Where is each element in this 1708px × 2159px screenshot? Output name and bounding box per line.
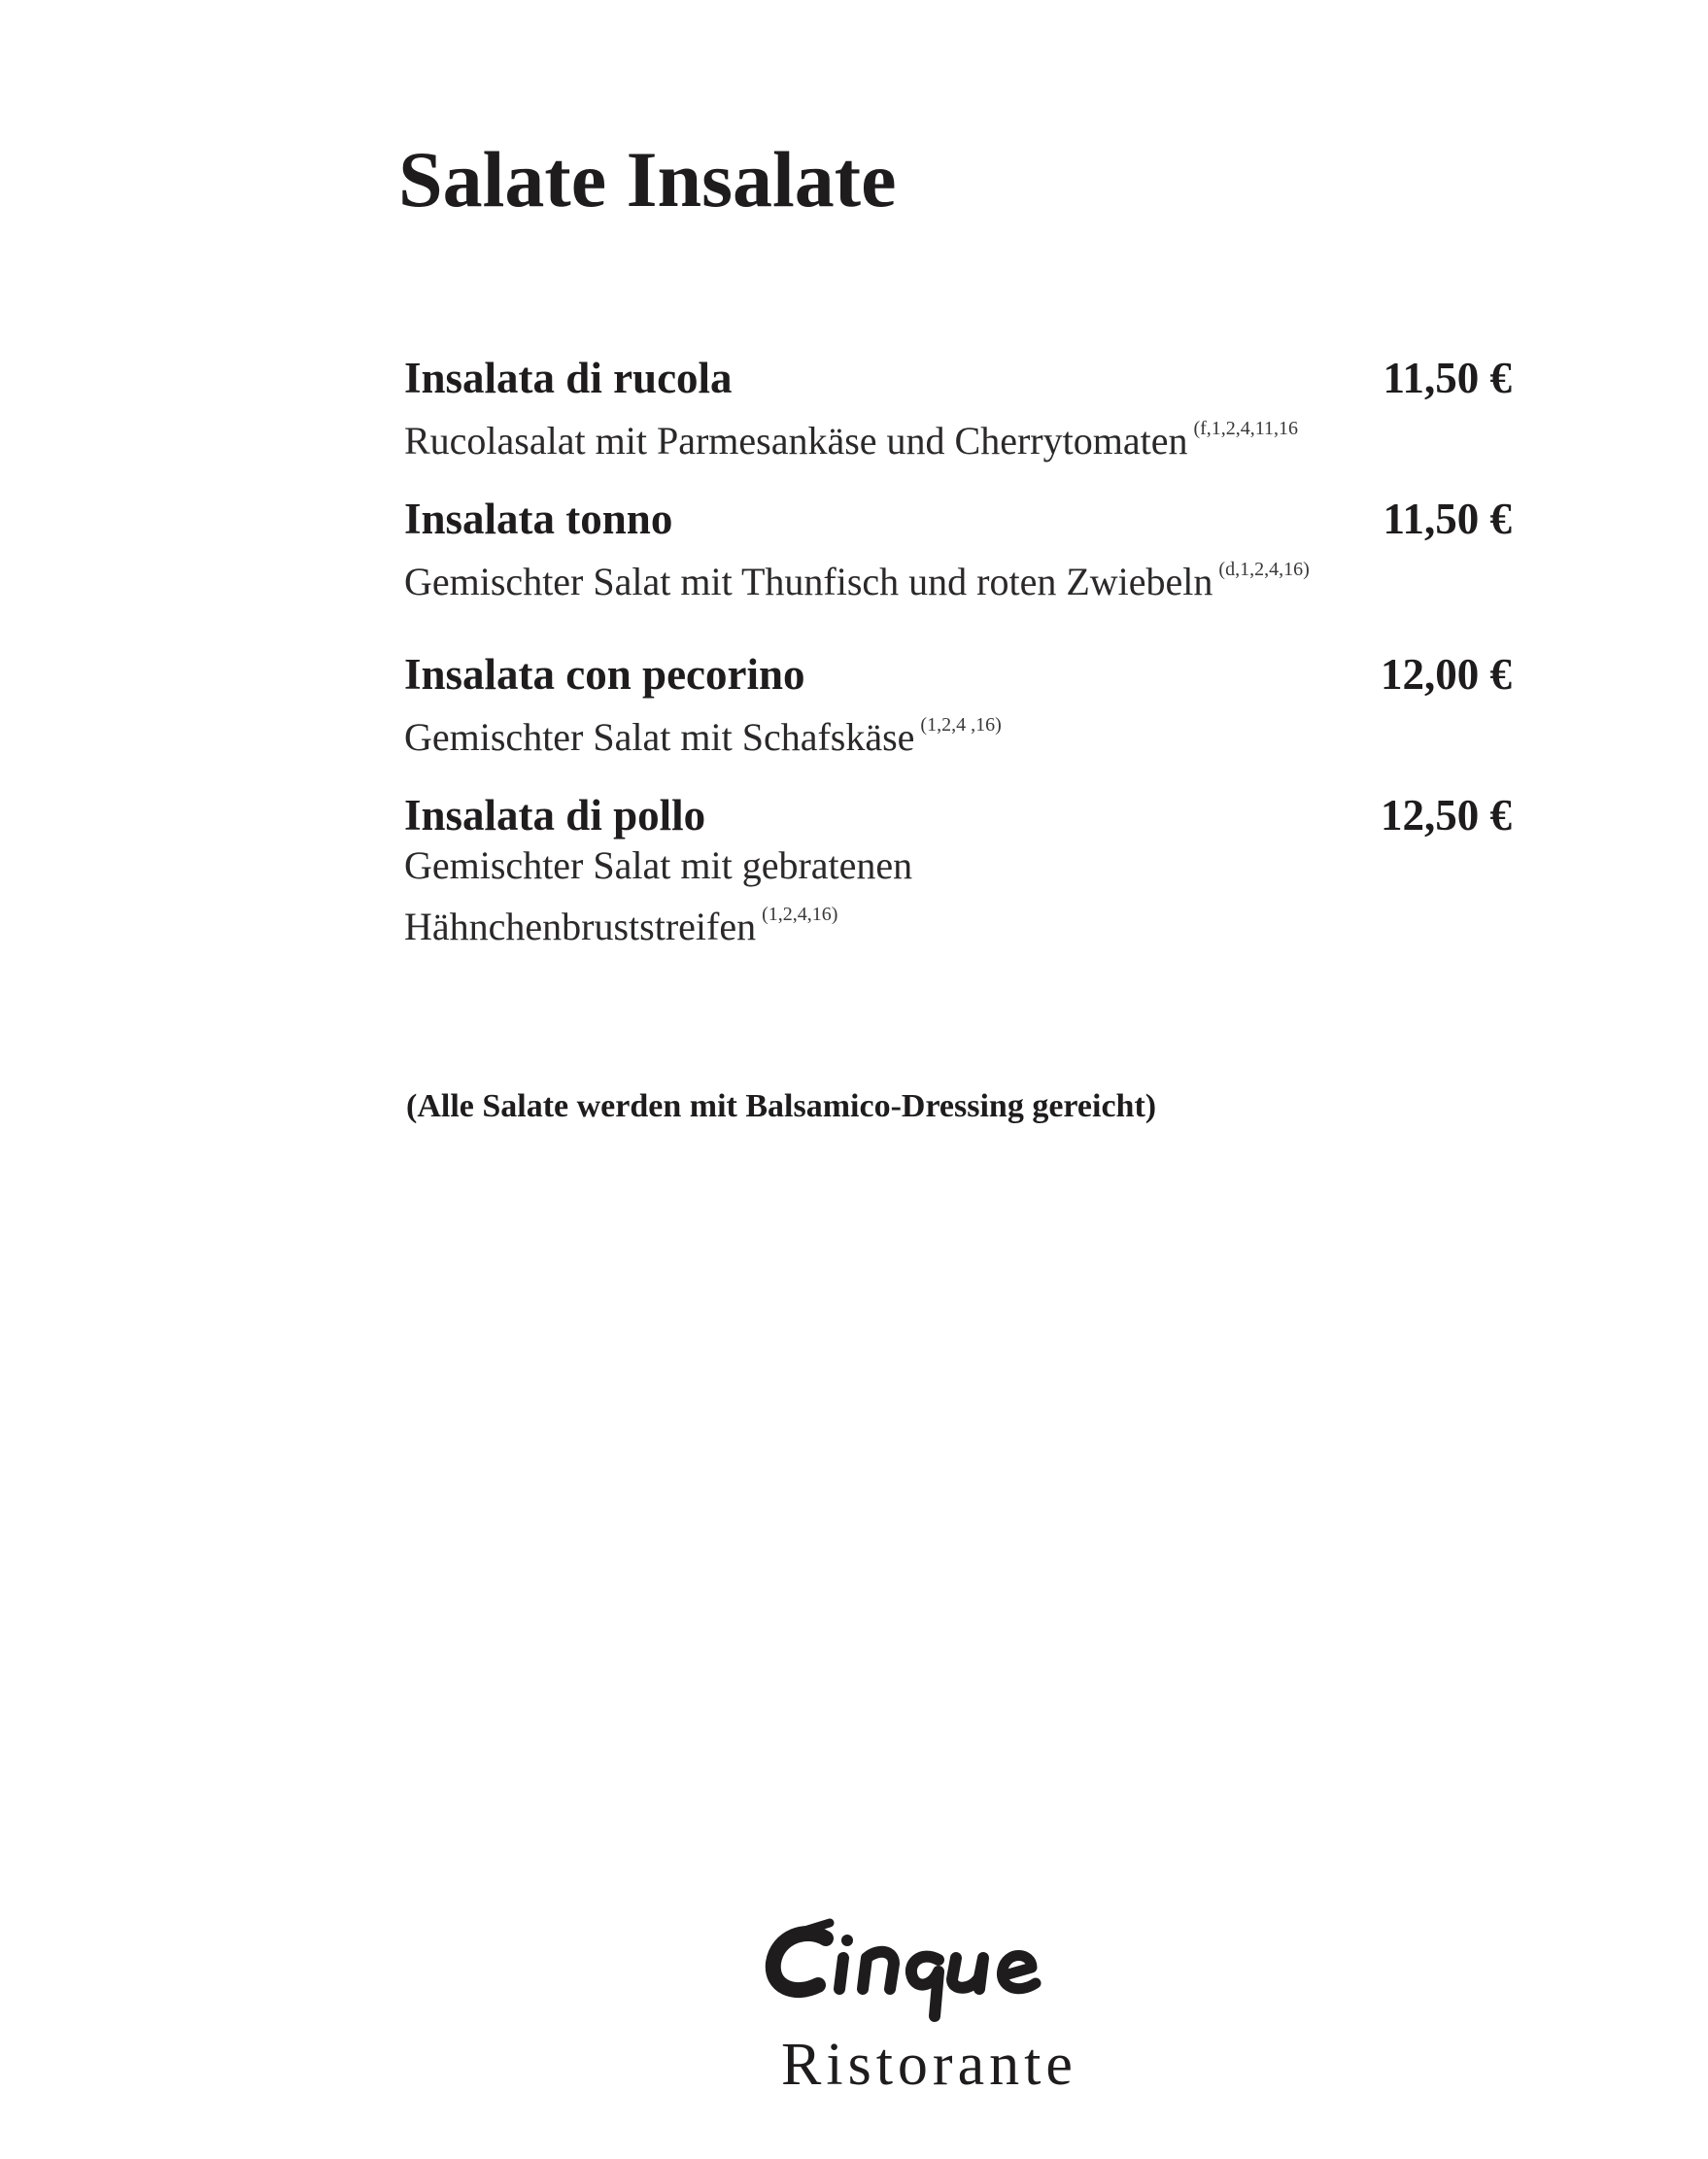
allergen-codes: (f,1,2,4,11,16	[1193, 418, 1299, 439]
item-price: 12,50 €	[1381, 791, 1512, 840]
item-description-text: Gemischter Salat mit Thunfisch und roten Zwiebeln	[404, 560, 1213, 603]
restaurant-logo	[758, 1909, 1146, 2142]
item-description-line: Gemischter Salat mit gebratenen	[404, 843, 913, 887]
dressing-note: (Alle Salate werden mit Balsamico-Dressing gereicht)	[406, 1088, 1157, 1124]
item-description	[404, 841, 1434, 951]
item-description-text: Rucolasalat mit Parmesankäse und Cherrytomaten	[404, 419, 1188, 463]
allergen-codes: (1,2,4 ,16)	[920, 714, 1002, 736]
item-name: Insalata di rucola	[404, 354, 733, 402]
item-description	[404, 701, 1434, 762]
item-name: Insalata di pollo	[404, 791, 706, 840]
logo-subtitle: Ristorante	[781, 2032, 1077, 2098]
item-description	[404, 404, 1434, 465]
item-description-text: Gemischter Salat mit Schafskäse	[404, 715, 915, 759]
item-name: Insalata tonno	[404, 495, 673, 543]
allergen-codes: (1,2,4,16)	[762, 904, 838, 925]
allergen-codes: (d,1,2,4,16)	[1218, 559, 1310, 580]
page-title: Salate Insalate	[398, 135, 897, 223]
cinque-logo-lettering	[758, 1909, 1146, 2026]
item-price: 12,00 €	[1381, 650, 1512, 699]
item-description-line: Hähnchenbruststreifen	[404, 905, 757, 948]
item-name: Insalata con pecorino	[404, 650, 805, 699]
item-description	[404, 545, 1434, 606]
item-price: 11,50 €	[1383, 495, 1512, 543]
item-price: 11,50 €	[1383, 354, 1512, 402]
